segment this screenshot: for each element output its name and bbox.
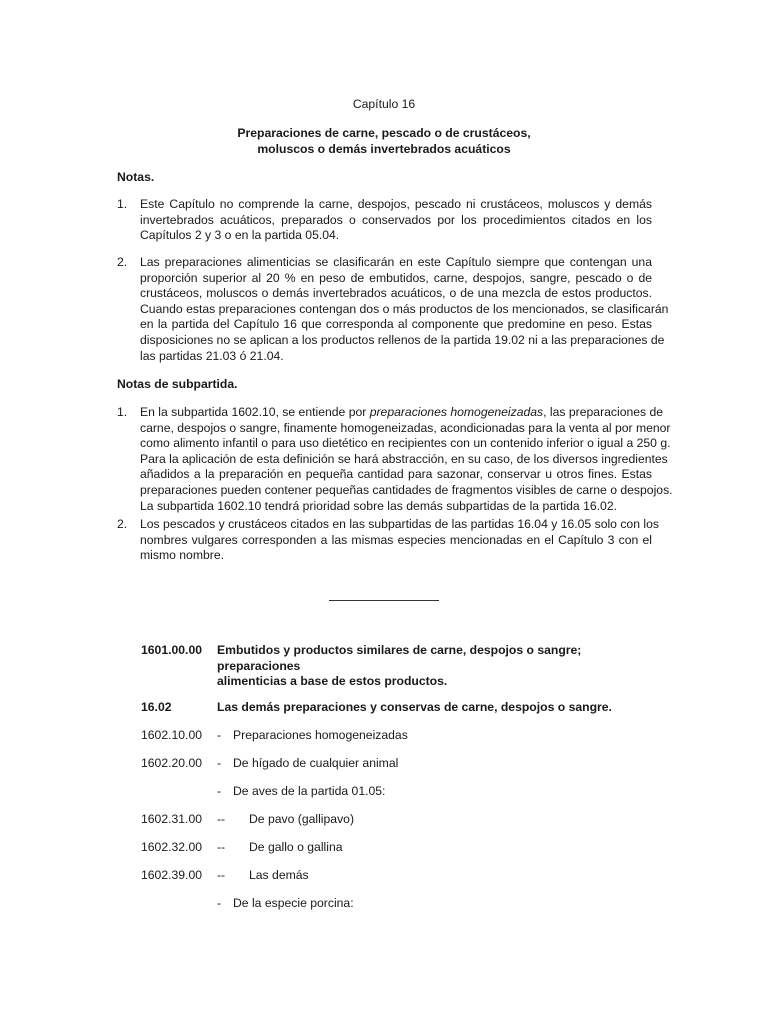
tariff-dash: - bbox=[217, 896, 222, 910]
chapter-title-line-1: Preparaciones de carne, pescado o de crustáceos, bbox=[237, 126, 531, 140]
notes-heading: Notas. bbox=[117, 170, 155, 184]
chapter-title bbox=[0, 126, 768, 157]
subnotes-heading: Notas de subpartida. bbox=[117, 377, 238, 391]
tariff-desc-line: Embutidos y productos similares de carne, despojos o sangre; preparaciones bbox=[217, 643, 582, 673]
note-2 bbox=[117, 255, 669, 364]
subnote-line: mismo nombre. bbox=[140, 548, 224, 563]
note-line: Cuando estas preparaciones contengan dos o más productos de los mencionados, se clasificarán bbox=[140, 301, 669, 316]
note-line: invertebrados acuáticos, preparados o conservados por los procedimientos citados en los bbox=[140, 212, 652, 227]
heading-1601 bbox=[141, 643, 661, 690]
chapter-title-line-2: moluscos o demás invertebrados acuáticos bbox=[257, 141, 511, 156]
tariff-dash: - bbox=[217, 728, 222, 742]
tariff-desc: De la especie porcina: bbox=[233, 896, 354, 910]
tariff-dash: - bbox=[217, 756, 222, 770]
tariff-code: 1601.00.00 bbox=[141, 643, 202, 657]
subnote-number: 1. bbox=[117, 405, 128, 419]
tariff-dash: -- bbox=[217, 840, 226, 854]
tariff-dash: - bbox=[217, 784, 222, 798]
tariff-desc: De pavo (gallipavo) bbox=[249, 812, 355, 826]
tariff-code: 16.02 bbox=[141, 700, 172, 714]
subnote-line bbox=[140, 405, 664, 421]
tariff-code: 1602.10.00 bbox=[141, 728, 202, 742]
subnote-line: carne, despojos o sangre, finamente homogeneizadas, acondicionadas para la venta al por menor bbox=[140, 420, 671, 435]
tariff-desc: Las demás bbox=[249, 868, 309, 882]
note-line: crustáceos, moluscos o demás invertebrados acuáticos, o de una mezcla de estos productos. bbox=[140, 286, 652, 301]
tariff-desc: Las demás preparaciones y conservas de carne, despojos o sangre. bbox=[217, 700, 612, 714]
tariff-dash: -- bbox=[217, 868, 226, 882]
note-line: Las preparaciones alimenticias se clasificarán en este Capítulo siempre que contengan una bbox=[140, 255, 652, 269]
subnote-2 bbox=[117, 517, 659, 564]
subnote-line: Para la aplicación de esta definición se hará abstracción, en su caso, de los diversos ingredientes bbox=[140, 451, 668, 466]
tariff-dash: -- bbox=[217, 812, 226, 826]
tariff-desc-line: alimenticias a base de estos productos. bbox=[217, 674, 448, 689]
note-line: proporción superior al 20 % en peso de embutidos, carne, despojos, sangre, pescado o de bbox=[140, 270, 652, 285]
subnote-text: , las preparaciones de bbox=[543, 405, 664, 419]
subnote-text: En la subpartida 1602.10, se entiende por bbox=[140, 405, 370, 419]
subnote-number: 2. bbox=[117, 517, 128, 531]
note-number: 2. bbox=[117, 255, 128, 269]
note-line: en la partida del Capítulo 16 que corresponda al componente que predomine en peso. Estas bbox=[140, 317, 652, 332]
tariff-desc: De hígado de cualquier animal bbox=[233, 756, 399, 770]
note-line: las partidas 21.03 ó 21.04. bbox=[140, 348, 284, 363]
heading-1602 bbox=[141, 700, 661, 716]
tariff-desc: Preparaciones homogeneizadas bbox=[233, 728, 408, 742]
section-divider bbox=[329, 600, 439, 601]
subnote-1 bbox=[117, 405, 673, 514]
subnote-line: como alimento infantil o para uso dietético en recipientes con un contenido inferior o igual a 250 g. bbox=[140, 436, 671, 451]
tariff-code: 1602.32.00 bbox=[141, 840, 202, 854]
defined-term: preparaciones homogeneizadas bbox=[369, 405, 544, 419]
subnote-line: Los pescados y crustáceos citados en las subpartidas de las partidas 16.04 y 16.05 solo con los bbox=[140, 517, 659, 531]
subnote-line: añadidos a la preparación en pequeña cantidad para sazonar, conservar u otros fines. Estas bbox=[140, 467, 652, 482]
subnote-line: nombres vulgares corresponden a las mismas especies mencionadas en el Capítulo 3 con el bbox=[140, 532, 652, 547]
note-1 bbox=[117, 197, 652, 244]
tariff-code: 1602.39.00 bbox=[141, 868, 202, 882]
note-line: Capítulos 2 y 3 o en la partida 05.04. bbox=[140, 228, 340, 243]
chapter-label: Capítulo 16 bbox=[352, 97, 416, 111]
note-line: Este Capítulo no comprende la carne, despojos, pescado ni crustáceos, moluscos y demás bbox=[140, 197, 652, 211]
note-number: 1. bbox=[117, 197, 128, 211]
tariff-code: 1602.20.00 bbox=[141, 756, 202, 770]
tariff-code: 1602.31.00 bbox=[141, 812, 202, 826]
subnote-line: preparaciones pueden contener pequeñas cantidades de fragmentos visibles de carne o despojos. bbox=[140, 482, 673, 497]
note-line: disposiciones no se aplican a los productos rellenos de la partida 19.02 ni a las preparaciones de bbox=[140, 332, 665, 347]
tariff-desc: De aves de la partida 01.05: bbox=[233, 784, 386, 798]
tariff-desc: De gallo o gallina bbox=[249, 840, 343, 854]
subnote-line: La subpartida 1602.10 tendrá prioridad sobre las demás subpartidas de la partida 16.02. bbox=[140, 498, 617, 513]
